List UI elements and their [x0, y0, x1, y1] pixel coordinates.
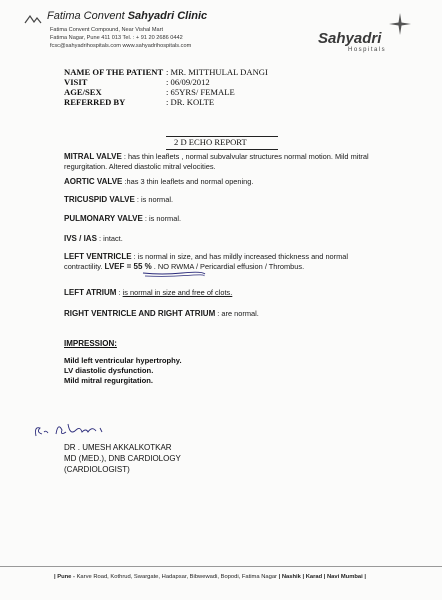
doctor-name: DR . UMESH AKKALKOTKAR: [64, 443, 172, 452]
hospital-brand-sub: Hospitals: [348, 47, 387, 53]
impression-item: LV diastolic dysfunction.: [64, 366, 154, 375]
patient-visit-row: VISIT : 06/09/2012: [64, 77, 210, 87]
handwritten-signature: [30, 418, 120, 442]
patient-age-sex-row: AGE/SEX : 65YRS/ FEMALE: [64, 87, 235, 97]
impression-item: Mild left ventricular hypertrophy.: [64, 356, 182, 365]
clinic-contact-line: fcsc@sahyadrihospitals.com www.sahyadrihospitals.com: [50, 43, 192, 49]
clinic-logo-icon: [24, 13, 42, 25]
clinic-address-line: Fatima Nagar, Pune 411 013 Tel. : + 91 20 2686 0442: [50, 35, 183, 41]
clinic-address-line: Fatima Convent Compound, Near Vishal Mart: [50, 27, 164, 33]
impression-item: Mild mitral regurgitation.: [64, 376, 154, 385]
footer-locations: | Pune - Karve Road, Kothrud, Swargate, Hadapsar, Bibwewadi, Bopodi, Fatima Nagar | Nashik | Karad | Navi Mumbai |: [54, 574, 366, 580]
doctor-designation: (CARDIOLOGIST): [64, 465, 130, 474]
finding-pulmonary-valve: PULMONARY VALVE : is normal.: [64, 214, 182, 223]
finding-mitral-valve: MITRAL VALVE : has thin leaflets , normal subvalvular structures normal motion. Mild mitral regurgitation. Altered diastolic mitral velocities.: [64, 152, 369, 171]
report-title: 2 D ECHO REPORT: [174, 137, 247, 147]
lvef-value: LVEF = 55 %: [104, 262, 152, 271]
doctor-qualification: MD (MED.), DNB CARDIOLOGY: [64, 454, 181, 463]
finding-right-ventricle-atrium: RIGHT VENTRICLE AND RIGHT ATRIUM : are normal.: [64, 309, 259, 318]
clinic-name: Fatima Convent Sahyadri Clinic: [47, 10, 208, 22]
finding-aortic-valve: AORTIC VALVE :has 3 thin leaflets and normal opening.: [64, 177, 254, 186]
finding-left-atrium: LEFT ATRIUM : is normal in size and free of clots.: [64, 288, 233, 297]
impression-heading: IMPRESSION:: [64, 339, 117, 348]
lvef-ink-underline: [142, 271, 206, 277]
finding-left-ventricle: LEFT VENTRICLE : is normal in size, and has mildly increased thickness and normal contractility. LVEF = 55 % . NO RWMA / Pericardial effusion / Thrombus.: [64, 252, 349, 271]
footer-divider: [0, 566, 442, 567]
patient-referred-row: REFERRED BY : DR. KOLTE: [64, 97, 215, 107]
patient-name-row: NAME OF THE PATIENT : MR. MITTHULAL DANGI: [64, 67, 268, 77]
left-atrium-underlined-text: is normal in size and free of clots.: [122, 288, 233, 297]
finding-ivs-ias: IVS / IAS : intact.: [64, 234, 123, 243]
hospital-brand: Sahyadri: [318, 30, 382, 47]
finding-tricuspid-valve: TRICUSPID VALVE : is normal.: [64, 195, 174, 204]
hospital-star-logo-icon: [388, 12, 412, 36]
